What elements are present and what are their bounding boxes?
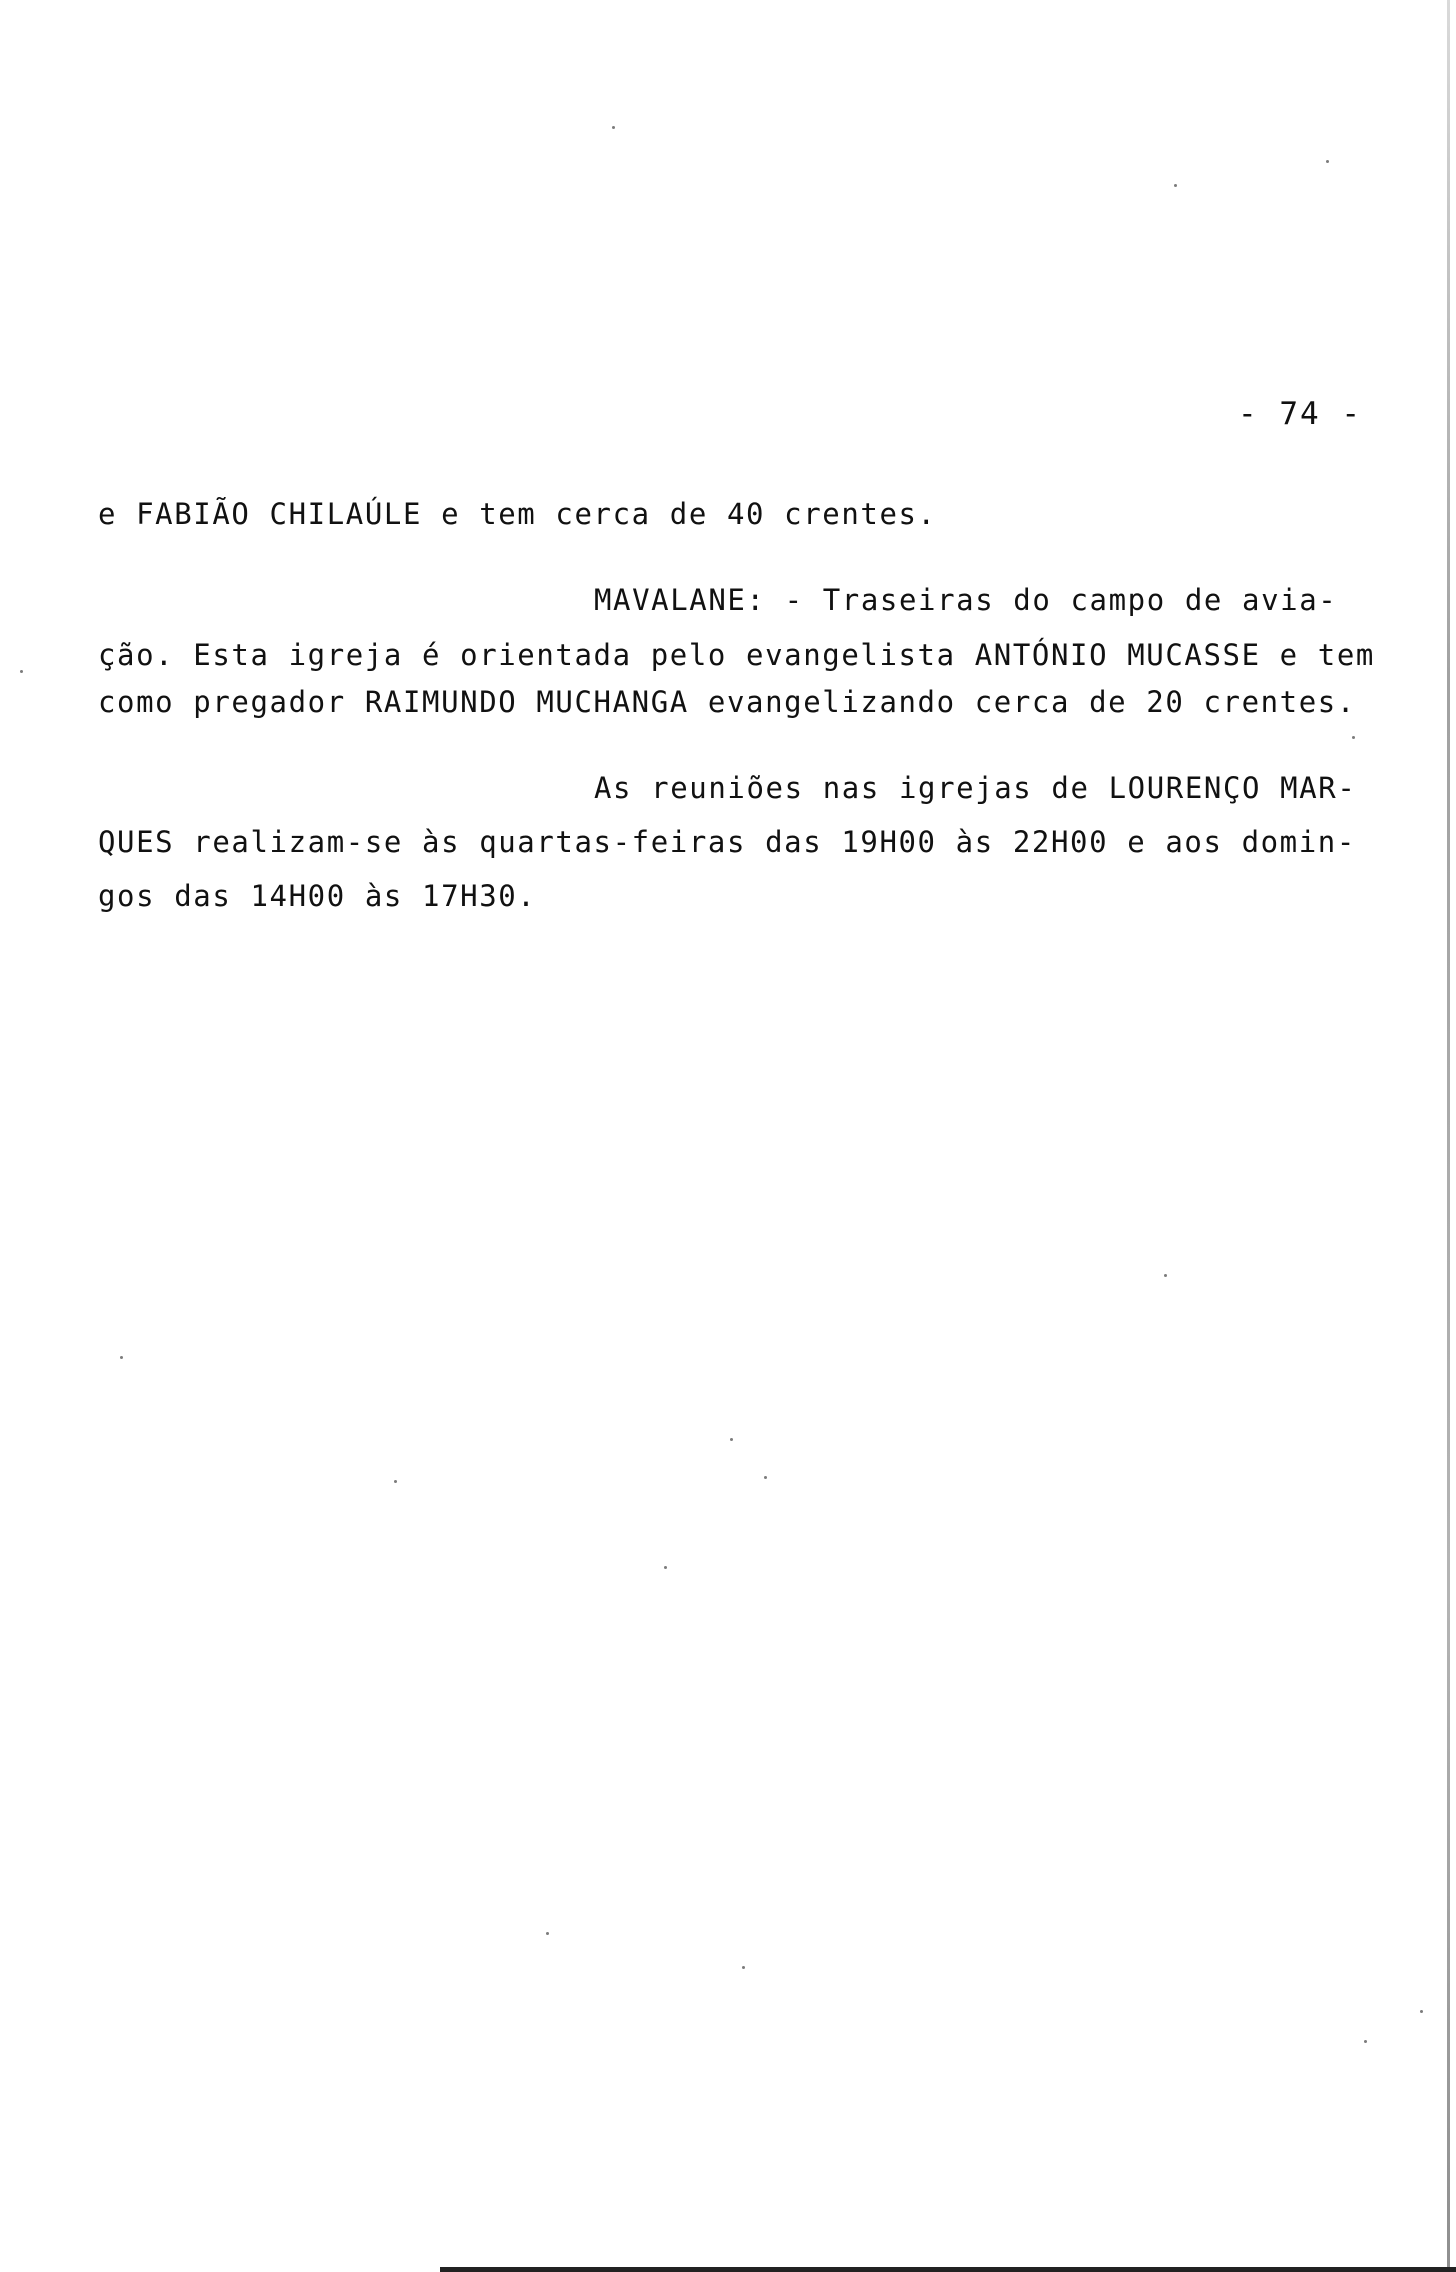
- text-line-2: MAVALANE: - Traseiras do campo de avia-: [594, 583, 1338, 617]
- scan-speck: [764, 1476, 767, 1479]
- scan-speck: [664, 1566, 667, 1569]
- scan-speck: [1420, 2010, 1423, 2013]
- scan-speck: [20, 670, 23, 673]
- scan-speck: [1364, 2040, 1367, 2043]
- scan-speck: [742, 1966, 745, 1969]
- scan-speck: [1326, 160, 1329, 163]
- scan-edge-right: [1447, 0, 1450, 2272]
- scan-speck: [546, 1932, 549, 1935]
- text-line-7: gos das 14H00 às 17H30.: [98, 879, 537, 913]
- text-line-4: como pregador RAIMUNDO MUCHANGA evangelizando cerca de 20 crentes.: [98, 685, 1356, 719]
- scan-speck: [730, 1438, 733, 1441]
- scan-speck: [1174, 184, 1177, 187]
- text-line-5: As reuniões nas igrejas de LOURENÇO MAR-: [594, 771, 1357, 805]
- text-line-3: ção. Esta igreja é orientada pelo evangelista ANTÓNIO MUCASSE e tem: [98, 638, 1375, 672]
- scan-speck: [120, 1356, 123, 1359]
- scan-speck: [394, 1480, 397, 1483]
- text-line-1: e FABIÃO CHILAÚLE e tem cerca de 40 crentes.: [98, 497, 937, 531]
- text-line-6: QUES realizam-se às quartas-feiras das 19H00 às 22H00 e aos domin-: [98, 825, 1356, 859]
- scan-speck: [1352, 736, 1355, 739]
- scan-speck: [612, 126, 615, 129]
- page-number: - 74 -: [1238, 396, 1362, 432]
- scan-speck: [1164, 1274, 1167, 1277]
- scan-edge-bottom: [440, 2267, 1456, 2272]
